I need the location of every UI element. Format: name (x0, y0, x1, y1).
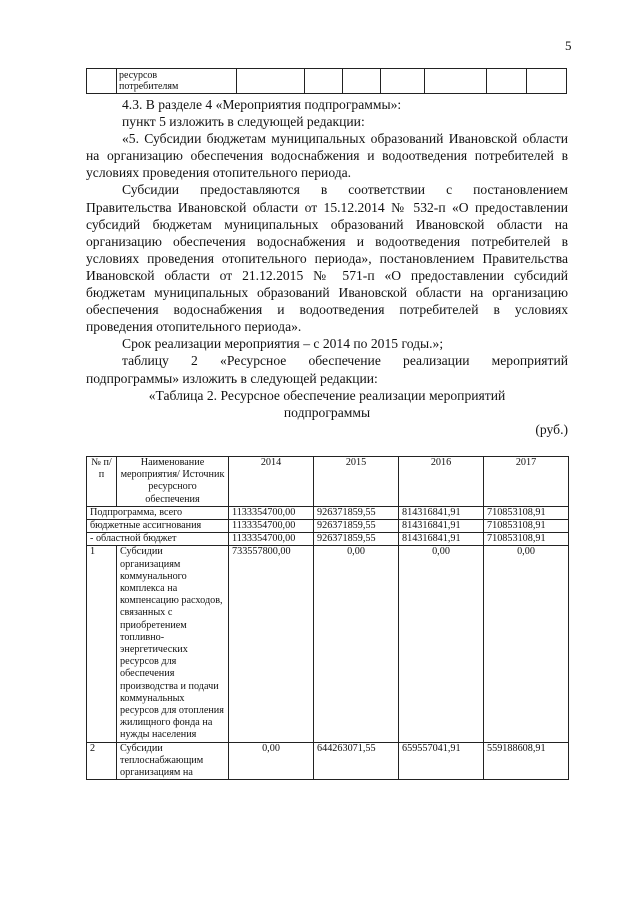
continuation-table (86, 68, 567, 94)
row-name: Субсидии теплоснабжающим организациям на (117, 742, 229, 780)
value-2017: 710853108,91 (484, 533, 569, 546)
table-cell (381, 69, 425, 94)
row-number: 1 (87, 546, 117, 742)
value-2015: 926371859,55 (314, 520, 399, 533)
table-header-row (87, 457, 569, 507)
value-2017: 0,00 (484, 546, 569, 742)
table-row (87, 506, 569, 519)
value-2015: 0,00 (314, 546, 399, 742)
value-2017: 710853108,91 (484, 520, 569, 533)
table-cell (487, 69, 527, 94)
paragraph: Субсидии предоставляются в соответствии с постановлением Правительства Ивановской области от 15.12.2014 № 532-п «О предоставлении субсидий бюджетам муниципальных образований Ивановской области на организацию обеспечения водоснабжения и водоотведения потребителей в условиях проведения отопительного периода», постановлением Правительства Ивановской области от 21.12.2015 № 571-п «О предоставлении субсидий бюджетам муниципальных образований Ивановской области на организацию обеспечения водоснабжения и водоотведения потребителей в условиях проведения отопительного периода». (86, 182, 568, 335)
table-cell (425, 69, 487, 94)
value-2016: 659557041,91 (399, 742, 484, 780)
resource-table (86, 456, 569, 780)
table-cell (305, 69, 343, 94)
table-title: «Таблица 2. Ресурсное обеспечение реализации мероприятий подпрограммы (148, 387, 506, 420)
paragraph: «5. Субсидии бюджетам муниципальных образований Ивановской области на организацию обеспечения водоснабжения и водоотведения потребителей в условиях проведения отопительного периода. (86, 131, 568, 181)
cell-text: ресурсов (119, 70, 158, 81)
row-label: Подпрограмма, всего (87, 506, 229, 519)
value-2015: 644263071,55 (314, 742, 399, 780)
table-row (87, 533, 569, 546)
value-2016: 814316841,91 (399, 506, 484, 519)
value-2014: 1133354700,00 (229, 520, 314, 533)
table-cell (343, 69, 381, 94)
paragraph: пункт 5 изложить в следующей редакции: (122, 114, 365, 130)
document-body (86, 96, 568, 438)
paragraph: таблицу 2 «Ресурсное обеспечение реализации мероприятий подпрограммы» изложить в следующей редакции: (86, 353, 568, 386)
value-2016: 814316841,91 (399, 533, 484, 546)
row-label: бюджетные ассигнования (87, 520, 229, 533)
value-2014: 0,00 (229, 742, 314, 780)
header-2015: 2015 (314, 457, 399, 507)
value-2015: 926371859,55 (314, 533, 399, 546)
row-number: 2 (87, 742, 117, 780)
page-number: 5 (565, 38, 572, 53)
table-cell (87, 69, 117, 94)
table-cell (117, 69, 237, 94)
table-cell (237, 69, 305, 94)
value-2015: 926371859,55 (314, 506, 399, 519)
header-2016: 2016 (399, 457, 484, 507)
value-2016: 0,00 (399, 546, 484, 742)
header-name: Наименование мероприятия/ Источник ресурсного обеспечения (117, 457, 229, 507)
paragraph: Срок реализации мероприятия – с 2014 по 2015 годы.»; (122, 336, 444, 352)
cell-text: потребителям (119, 81, 179, 92)
value-2014: 733557800,00 (229, 546, 314, 742)
header-2014: 2014 (229, 457, 314, 507)
table-cell (527, 69, 567, 94)
header-2017: 2017 (484, 457, 569, 507)
unit-label: (руб.) (535, 421, 568, 437)
header-num: № п/п (87, 457, 117, 507)
value-2014: 1133354700,00 (229, 506, 314, 519)
value-2014: 1133354700,00 (229, 533, 314, 546)
value-2017: 559188608,91 (484, 742, 569, 780)
row-label: - областной бюджет (87, 533, 229, 546)
paragraph: 4.3. В разделе 4 «Мероприятия подпрограммы»: (122, 97, 402, 112)
table-row (87, 520, 569, 533)
table-row (87, 546, 569, 742)
table-row (87, 742, 569, 780)
value-2016: 814316841,91 (399, 520, 484, 533)
value-2017: 710853108,91 (484, 506, 569, 519)
row-name: Субсидии организациям коммунального комплекса на компенсацию расходов, связанных с приобретением топливно-энергетических ресурсов для обеспечения производства и подачи коммунальных ресурсов для отопления жилищного фонда на нужды населения (117, 546, 229, 742)
